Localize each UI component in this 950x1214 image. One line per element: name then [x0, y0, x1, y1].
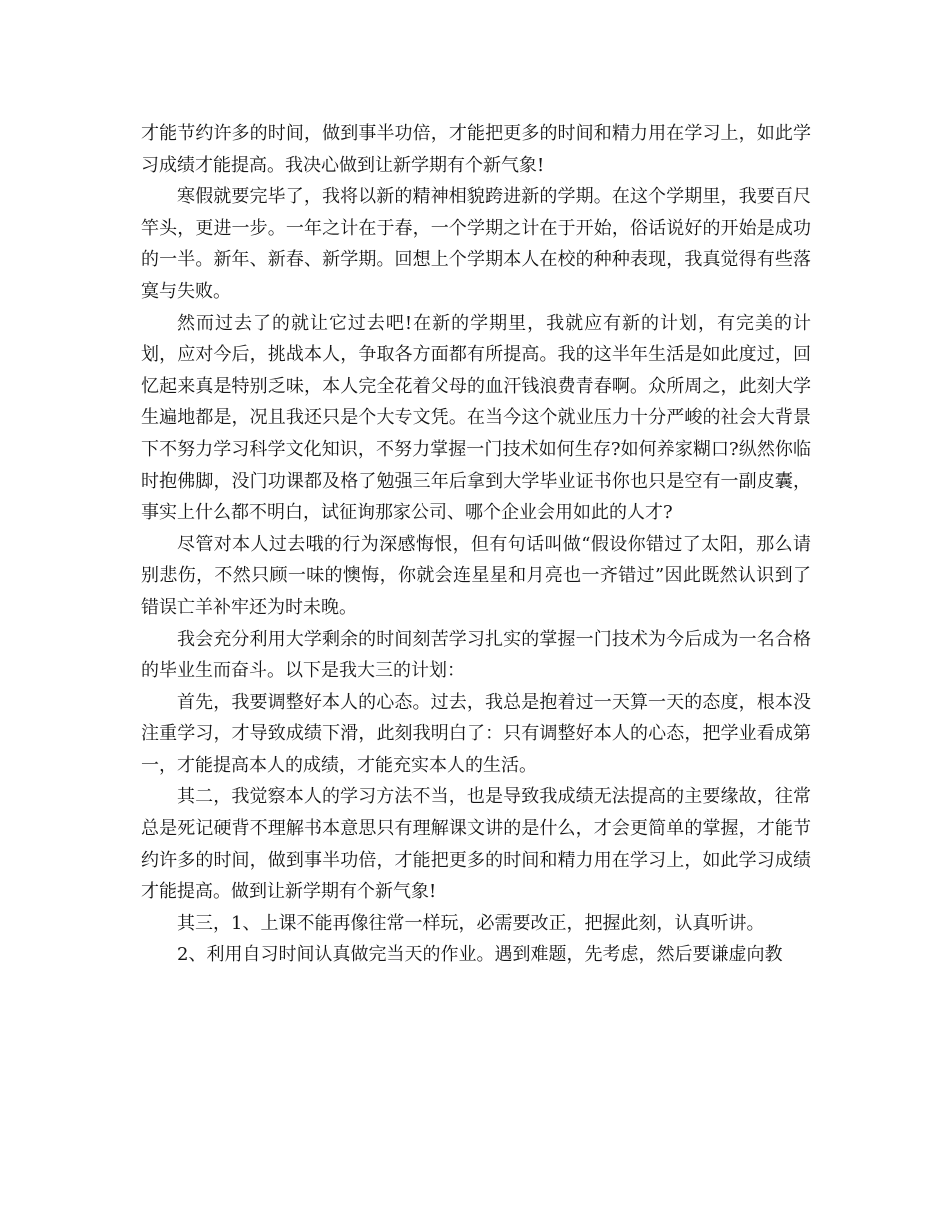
paragraph-second-point: 其二，我觉察本人的学习方法不当，也是导致我成绩无法提高的主要缘故，往常总是死记硬背不理解书本意思只有理解课文讲的是什么，才会更简单的掌握，才能节约许多的时间，做到事半功倍，才能把更多的时间和精力用在学习上，如此学习成绩才能提高。做到让新学期有个新气象!	[141, 786, 811, 903]
paragraph-third-point-item-2: 2、利用自习时间认真做完当天的作业。遇到难题，先考虑，然后要谦虚向教	[177, 944, 783, 966]
paragraph-third-point: 其三，1、上课不能再像往常一样玩，必需要改正，把握此刻，认真听讲。	[177, 912, 765, 934]
paragraph-new-plan: 然而过去了的就让它过去吧!在新的学期里，我就应有新的计划，有完美的计划，应对今后，挑战本人，争取各方面都有所提高。我的这半年生活是如此度过，回忆起来真是特别乏味，本人完全花着父母的血汗钱浪费青春啊。众所周之，此刻大学生遍地都是，况且我还只是个大专文凭。在当今这个就业压力十分严峻的社会大背景下不努力学习科学文化知识，不努力掌握一门技术如何生存?如何养家糊口?纵然你临时抱佛脚，没门功课都及格了勉强三年后拿到大学毕业证书你也只是空有一副皮囊，事实上什么都不明白，试征询那家公司、哪个企业会用如此的人才?	[141, 312, 811, 524]
paragraph-goal: 我会充分利用大学剩余的时间刻苦学习扎实的掌握一门技术为今后成为一名合格的毕业生而奋斗。以下是我大三的计划：	[141, 628, 811, 682]
paragraph-regret: 尽管对本人过去哦的行为深感悔恨，但有句话叫做“假设你错过了太阳，那么请别悲伤，不然只顾一味的懊悔，你就会连星星和月亮也一齐错过”因此既然认识到了错误亡羊补牢还为时未晚。	[141, 533, 811, 618]
paragraph-first-point: 首先，我要调整好本人的心态。过去，我总是抱着过一天算一天的态度，根本没注重学习，才导致成绩下滑，此刻我明白了：只有调整好本人的心态，把学业看成第一，才能提高本人的成绩，才能充实本人的生活。	[141, 691, 811, 776]
paragraph-continuation: 才能节约许多的时间，做到事半功倍，才能把更多的时间和精力用在学习上，如此学习成绩才能提高。我决心做到让新学期有个新气象!	[141, 123, 811, 176]
document-body	[141, 118, 811, 971]
paragraph-winter-break: 寒假就要完毕了，我将以新的精神相貌跨进新的学期。在这个学期里，我要百尺竿头，更进一步。一年之计在于春，一个学期之计在于开始，俗话说好的开始是成功的一半。新年、新春、新学期。回想上个学期本人在校的种种表现，我真觉得有些落寞与失败。	[141, 186, 811, 302]
